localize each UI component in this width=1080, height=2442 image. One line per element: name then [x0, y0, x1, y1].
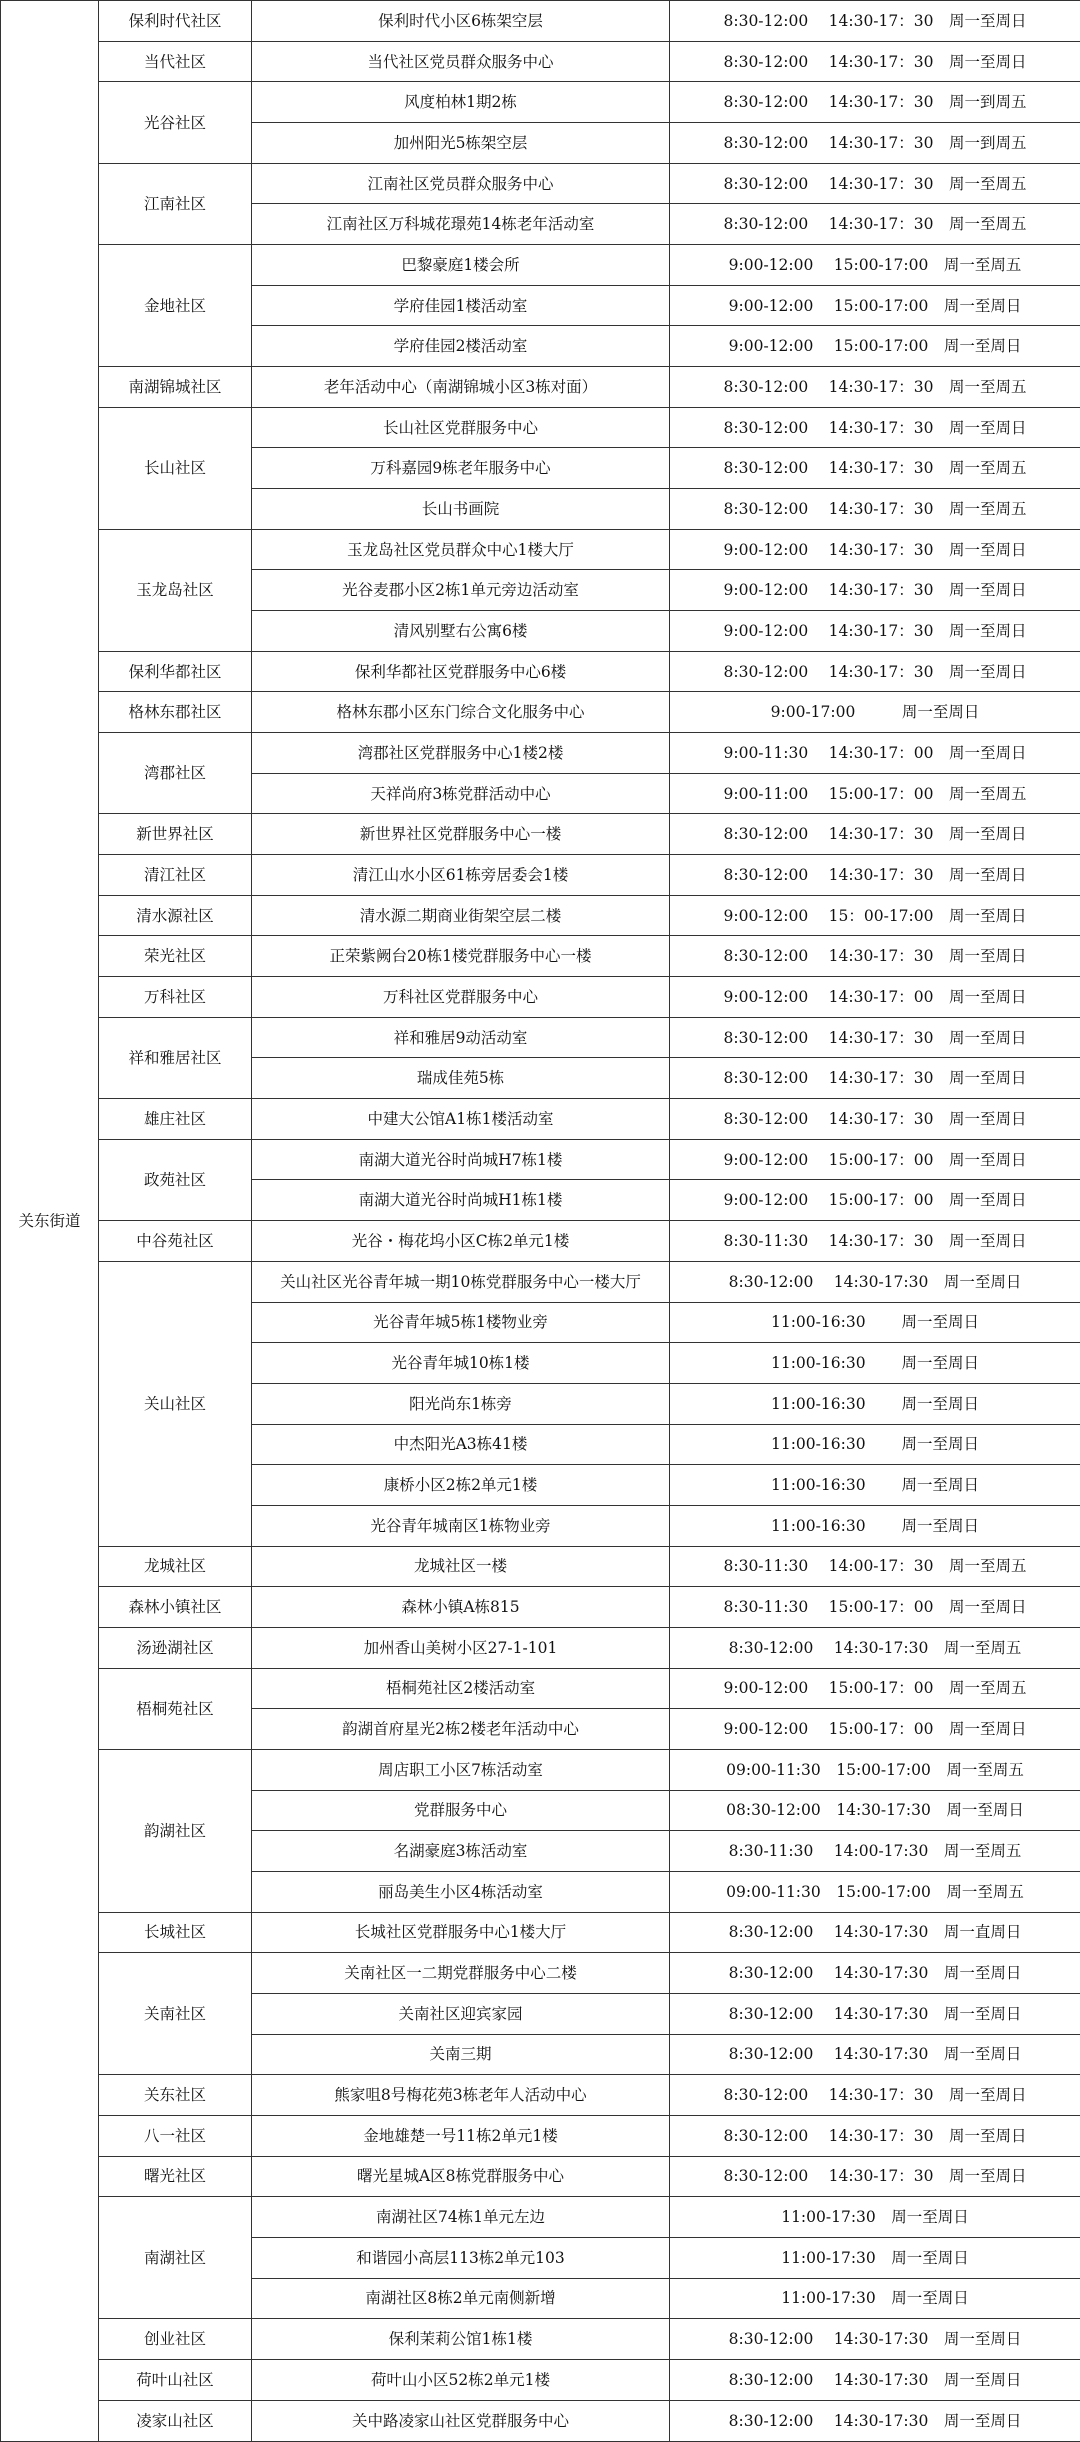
community-cell: 长城社区 [99, 1912, 252, 1953]
location-cell: 保利茉莉公馆1栋1楼 [252, 2319, 670, 2360]
table-row [1, 2115, 1080, 2156]
table-row [1, 936, 1080, 977]
hours-cell: 8:30-12:00 14:30-17:30 周一直周日 [670, 1912, 1080, 1953]
location-cell: 关南三期 [252, 2034, 670, 2075]
hours-cell: 9:00-12:00 14:30-17：30 周一至周日 [670, 570, 1080, 611]
community-cell: 雄庄社区 [99, 1099, 252, 1140]
hours-cell: 8:30-12:00 14:30-17:30 周一至周日 [670, 2400, 1080, 2441]
hours-cell: 9:00-12:00 15:00-17：00 周一至周日 [670, 1180, 1080, 1221]
location-cell: 光谷・梅花坞小区C栋2单元1楼 [252, 1221, 670, 1262]
hours-cell: 9:00-12:00 15:00-17：00 周一至周五 [670, 1668, 1080, 1709]
community-cell: 祥和雅居社区 [99, 1017, 252, 1098]
community-cell: 政苑社区 [99, 1139, 252, 1220]
table-row [1, 367, 1080, 408]
location-cell: 梧桐苑社区2楼活动室 [252, 1668, 670, 1709]
community-cell: 新世界社区 [99, 814, 252, 855]
table-row [1, 2075, 1080, 2116]
hours-cell: 8:30-12:00 14:30-17：30 周一至周日 [670, 855, 1080, 896]
location-cell: 光谷青年城5栋1楼物业旁 [252, 1302, 670, 1343]
hours-cell: 08:30-12:00 14:30-17:30 周一至周日 [670, 1790, 1080, 1831]
location-cell: 祥和雅居9动活动室 [252, 1017, 670, 1058]
community-cell: 创业社区 [99, 2319, 252, 2360]
hours-cell: 11:00-17:30 周一至周日 [670, 2278, 1080, 2319]
location-cell: 清风别墅右公寓6楼 [252, 611, 670, 652]
location-cell: 玉龙岛社区党员群众中心1楼大厅 [252, 529, 670, 570]
location-cell: 湾郡社区党群服务中心1楼2楼 [252, 733, 670, 774]
table-row [1, 855, 1080, 896]
hours-cell: 8:30-12:00 14:30-17：30 周一至周五 [670, 163, 1080, 204]
hours-cell: 8:30-12:00 14:30-17:30 周一至周日 [670, 1261, 1080, 1302]
community-cell: 南湖社区 [99, 2197, 252, 2319]
hours-cell: 8:30-12:00 14:30-17:30 周一至周日 [670, 2359, 1080, 2400]
location-cell: 韵湖首府星光2栋2楼老年活动中心 [252, 1709, 670, 1750]
hours-cell: 8:30-12:00 14:30-17:30 周一至周日 [670, 2319, 1080, 2360]
hours-cell: 8:30-12:00 14:30-17：30 周一到周五 [670, 82, 1080, 123]
table-row [1, 2319, 1080, 2360]
community-cell: 光谷社区 [99, 82, 252, 163]
table-row [1, 245, 1080, 286]
hours-cell: 9:00-12:00 15：00-17:00 周一至周日 [670, 895, 1080, 936]
location-cell: 和谐园小高层113栋2单元103 [252, 2237, 670, 2278]
location-cell: 江南社区党员群众服务中心 [252, 163, 670, 204]
hours-cell: 8:30-12:00 14:30-17：30 周一至周日 [670, 1099, 1080, 1140]
hours-cell: 8:30-12:00 14:30-17：30 周一到周五 [670, 123, 1080, 164]
hours-cell: 9:00-12:00 14:30-17：30 周一至周日 [670, 529, 1080, 570]
table-row [1, 733, 1080, 774]
table-row [1, 1, 1080, 42]
table-row [1, 1627, 1080, 1668]
hours-cell: 9:00-11:30 14:30-17：00 周一至周日 [670, 733, 1080, 774]
table-row [1, 2197, 1080, 2238]
table-row [1, 163, 1080, 204]
location-cell: 南湖社区74栋1单元左边 [252, 2197, 670, 2238]
community-cell: 清水源社区 [99, 895, 252, 936]
community-cell: 江南社区 [99, 163, 252, 244]
community-cell: 清江社区 [99, 855, 252, 896]
hours-cell: 8:30-12:00 14:30-17：30 周一至周日 [670, 41, 1080, 82]
location-cell: 巴黎豪庭1楼会所 [252, 245, 670, 286]
community-cell: 梧桐苑社区 [99, 1668, 252, 1749]
hours-cell: 8:30-12:00 14:30-17：30 周一至周日 [670, 2075, 1080, 2116]
community-cell: 长山社区 [99, 407, 252, 529]
location-cell: 长山社区党群服务中心 [252, 407, 670, 448]
hours-cell: 11:00-16:30 周一至周日 [670, 1505, 1080, 1546]
community-cell: 关山社区 [99, 1261, 252, 1546]
location-cell: 长城社区党群服务中心1楼大厅 [252, 1912, 670, 1953]
hours-cell: 8:30-11:30 14:00-17：30 周一至周五 [670, 1546, 1080, 1587]
location-cell: 新世界社区党群服务中心一楼 [252, 814, 670, 855]
location-cell: 保利华都社区党群服务中心6楼 [252, 651, 670, 692]
table-row [1, 41, 1080, 82]
community-cell: 格林东郡社区 [99, 692, 252, 733]
location-cell: 万科嘉园9栋老年服务中心 [252, 448, 670, 489]
location-cell: 龙城社区一楼 [252, 1546, 670, 1587]
hours-cell: 8:30-12:00 14:30-17：30 周一至周日 [670, 936, 1080, 977]
hours-cell: 8:30-12:00 14:30-17：30 周一至周五 [670, 448, 1080, 489]
location-cell: 阳光尚东1栋旁 [252, 1383, 670, 1424]
hours-cell: 9:00-12:00 15:00-17：00 周一至周日 [670, 1139, 1080, 1180]
hours-cell: 8:30-12:00 14:30-17：30 周一至周五 [670, 204, 1080, 245]
table-row [1, 651, 1080, 692]
hours-cell: 09:00-11:30 15:00-17:00 周一至周五 [670, 1749, 1080, 1790]
hours-cell: 8:30-12:00 14:30-17：30 周一至周五 [670, 367, 1080, 408]
table-row [1, 1139, 1080, 1180]
hours-cell: 9:00-11:00 15:00-17：00 周一至周五 [670, 773, 1080, 814]
hours-cell: 8:30-12:00 14:30-17：30 周一至周日 [670, 1, 1080, 42]
hours-cell: 8:30-12:00 14:30-17：30 周一至周日 [670, 1017, 1080, 1058]
hours-cell: 8:30-11:30 15:00-17：00 周一至周日 [670, 1587, 1080, 1628]
location-cell: 关南社区一二期党群服务中心二楼 [252, 1953, 670, 1994]
location-cell: 长山书画院 [252, 489, 670, 530]
table-row [1, 1912, 1080, 1953]
location-cell: 光谷青年城南区1栋物业旁 [252, 1505, 670, 1546]
table-row [1, 1587, 1080, 1628]
hours-cell: 11:00-16:30 周一至周日 [670, 1383, 1080, 1424]
location-cell: 老年活动中心（南湖锦城小区3栋对面） [252, 367, 670, 408]
location-cell: 丽岛美生小区4栋活动室 [252, 1871, 670, 1912]
location-cell: 森林小镇A栋815 [252, 1587, 670, 1628]
community-cell: 凌家山社区 [99, 2400, 252, 2441]
location-cell: 瑞成佳苑5栋 [252, 1058, 670, 1099]
location-cell: 曙光星城A区8栋党群服务中心 [252, 2156, 670, 2197]
hours-cell: 9:00-12:00 15:00-17:00 周一至周五 [670, 245, 1080, 286]
community-cell: 森林小镇社区 [99, 1587, 252, 1628]
table-row [1, 1546, 1080, 1587]
community-cell: 金地社区 [99, 245, 252, 367]
hours-cell: 8:30-12:00 14:30-17:30 周一至周日 [670, 1993, 1080, 2034]
table-row [1, 1099, 1080, 1140]
location-cell: 南湖社区8栋2单元南侧新增 [252, 2278, 670, 2319]
hours-cell: 11:00-16:30 周一至周日 [670, 1424, 1080, 1465]
hours-cell: 9:00-12:00 15:00-17:00 周一至周日 [670, 326, 1080, 367]
location-cell: 熊家咀8号梅花苑3栋老年人活动中心 [252, 2075, 670, 2116]
location-cell: 名湖豪庭3栋活动室 [252, 1831, 670, 1872]
hours-cell: 8:30-12:00 14:30-17:30 周一至周日 [670, 1953, 1080, 1994]
location-cell: 中杰阳光A3栋41楼 [252, 1424, 670, 1465]
community-cell: 玉龙岛社区 [99, 529, 252, 651]
location-cell: 党群服务中心 [252, 1790, 670, 1831]
hours-cell: 11:00-17:30 周一至周日 [670, 2237, 1080, 2278]
community-cell: 荷叶山社区 [99, 2359, 252, 2400]
table-row [1, 407, 1080, 448]
hours-cell: 11:00-16:30 周一至周日 [670, 1302, 1080, 1343]
location-cell: 天祥尚府3栋党群活动中心 [252, 773, 670, 814]
location-cell: 关山社区光谷青年城一期10栋党群服务中心一楼大厅 [252, 1261, 670, 1302]
location-cell: 正荣紫阙台20栋1楼党群服务中心一楼 [252, 936, 670, 977]
hours-cell: 8:30-11:30 14:00-17:30 周一至周五 [670, 1831, 1080, 1872]
table-row [1, 1017, 1080, 1058]
table-row [1, 1261, 1080, 1302]
community-cell: 关东社区 [99, 2075, 252, 2116]
table-row [1, 977, 1080, 1018]
location-cell: 关中路凌家山社区党群服务中心 [252, 2400, 670, 2441]
community-cell: 保利时代社区 [99, 1, 252, 42]
location-cell: 荷叶山小区52栋2单元1楼 [252, 2359, 670, 2400]
location-cell: 格林东郡小区东门综合文化服务中心 [252, 692, 670, 733]
location-cell: 加州阳光5栋架空层 [252, 123, 670, 164]
table-row [1, 814, 1080, 855]
hours-cell: 8:30-12:00 14:30-17：30 周一至周日 [670, 2115, 1080, 2156]
hours-cell: 9:00-12:00 15:00-17：00 周一至周日 [670, 1709, 1080, 1750]
location-cell: 学府佳园2楼活动室 [252, 326, 670, 367]
hours-cell: 11:00-16:30 周一至周日 [670, 1465, 1080, 1506]
location-cell: 中建大公馆A1栋1楼活动室 [252, 1099, 670, 1140]
location-cell: 南湖大道光谷时尚城H7栋1楼 [252, 1139, 670, 1180]
location-cell: 金地雄楚一号11栋2单元1楼 [252, 2115, 670, 2156]
hours-cell: 09:00-11:30 15:00-17:00 周一至周五 [670, 1871, 1080, 1912]
community-cell: 保利华都社区 [99, 651, 252, 692]
location-cell: 当代社区党员群众服务中心 [252, 41, 670, 82]
community-cell: 中谷苑社区 [99, 1221, 252, 1262]
hours-cell: 8:30-12:00 14:30-17：30 周一至周日 [670, 407, 1080, 448]
location-cell: 清水源二期商业街架空层二楼 [252, 895, 670, 936]
community-cell: 湾郡社区 [99, 733, 252, 814]
community-cell: 韵湖社区 [99, 1749, 252, 1912]
table-row [1, 2359, 1080, 2400]
table-row [1, 529, 1080, 570]
location-cell: 保利时代小区6栋架空层 [252, 1, 670, 42]
location-cell: 风度柏林1期2栋 [252, 82, 670, 123]
hours-cell: 8:30-12:00 14:30-17：30 周一至周日 [670, 651, 1080, 692]
table-row [1, 2400, 1080, 2441]
community-cell: 南湖锦城社区 [99, 367, 252, 408]
hours-cell: 8:30-12:00 14:30-17：30 周一至周五 [670, 489, 1080, 530]
location-cell: 光谷青年城10栋1楼 [252, 1343, 670, 1384]
table-row [1, 1749, 1080, 1790]
hours-cell: 11:00-17:30 周一至周日 [670, 2197, 1080, 2238]
hours-cell: 9:00-12:00 14:30-17：30 周一至周日 [670, 611, 1080, 652]
table-row [1, 2156, 1080, 2197]
hours-cell: 8:30-12:00 14:30-17：30 周一至周日 [670, 2156, 1080, 2197]
hours-cell: 8:30-12:00 14:30-17：30 周一至周日 [670, 1058, 1080, 1099]
location-cell: 光谷麦郡小区2栋1单元旁边活动室 [252, 570, 670, 611]
hours-cell: 8:30-11:30 14:30-17：30 周一至周日 [670, 1221, 1080, 1262]
community-cell: 八一社区 [99, 2115, 252, 2156]
community-cell: 荣光社区 [99, 936, 252, 977]
hours-cell: 9:00-12:00 14:30-17：00 周一至周日 [670, 977, 1080, 1018]
location-cell: 学府佳园1楼活动室 [252, 285, 670, 326]
table-row [1, 1953, 1080, 1994]
table-row [1, 692, 1080, 733]
hours-cell: 9:00-17:00 周一至周日 [670, 692, 1080, 733]
location-cell: 清江山水小区61栋旁居委会1楼 [252, 855, 670, 896]
location-cell: 康桥小区2栋2单元1楼 [252, 1465, 670, 1506]
location-cell: 关南社区迎宾家园 [252, 1993, 670, 2034]
hours-cell: 8:30-12:00 14:30-17:30 周一至周日 [670, 2034, 1080, 2075]
table-row [1, 895, 1080, 936]
hours-cell: 8:30-12:00 14:30-17:30 周一至周五 [670, 1627, 1080, 1668]
table-row [1, 82, 1080, 123]
location-cell: 南湖大道光谷时尚城H1栋1楼 [252, 1180, 670, 1221]
community-cell: 万科社区 [99, 977, 252, 1018]
hours-cell: 11:00-16:30 周一至周日 [670, 1343, 1080, 1384]
location-cell: 周店职工小区7栋活动室 [252, 1749, 670, 1790]
community-cell: 当代社区 [99, 41, 252, 82]
community-cell: 汤逊湖社区 [99, 1627, 252, 1668]
location-cell: 加州香山美树小区27-1-101 [252, 1627, 670, 1668]
table-row [1, 1668, 1080, 1709]
street-name-cell: 关东街道 [1, 1, 99, 2442]
hours-cell: 8:30-12:00 14:30-17：30 周一至周日 [670, 814, 1080, 855]
community-cell: 关南社区 [99, 1953, 252, 2075]
community-cell: 龙城社区 [99, 1546, 252, 1587]
community-cell: 曙光社区 [99, 2156, 252, 2197]
location-cell: 江南社区万科城花璟苑14栋老年活动室 [252, 204, 670, 245]
table-row [1, 1221, 1080, 1262]
hours-cell: 9:00-12:00 15:00-17:00 周一至周日 [670, 285, 1080, 326]
location-cell: 万科社区党群服务中心 [252, 977, 670, 1018]
